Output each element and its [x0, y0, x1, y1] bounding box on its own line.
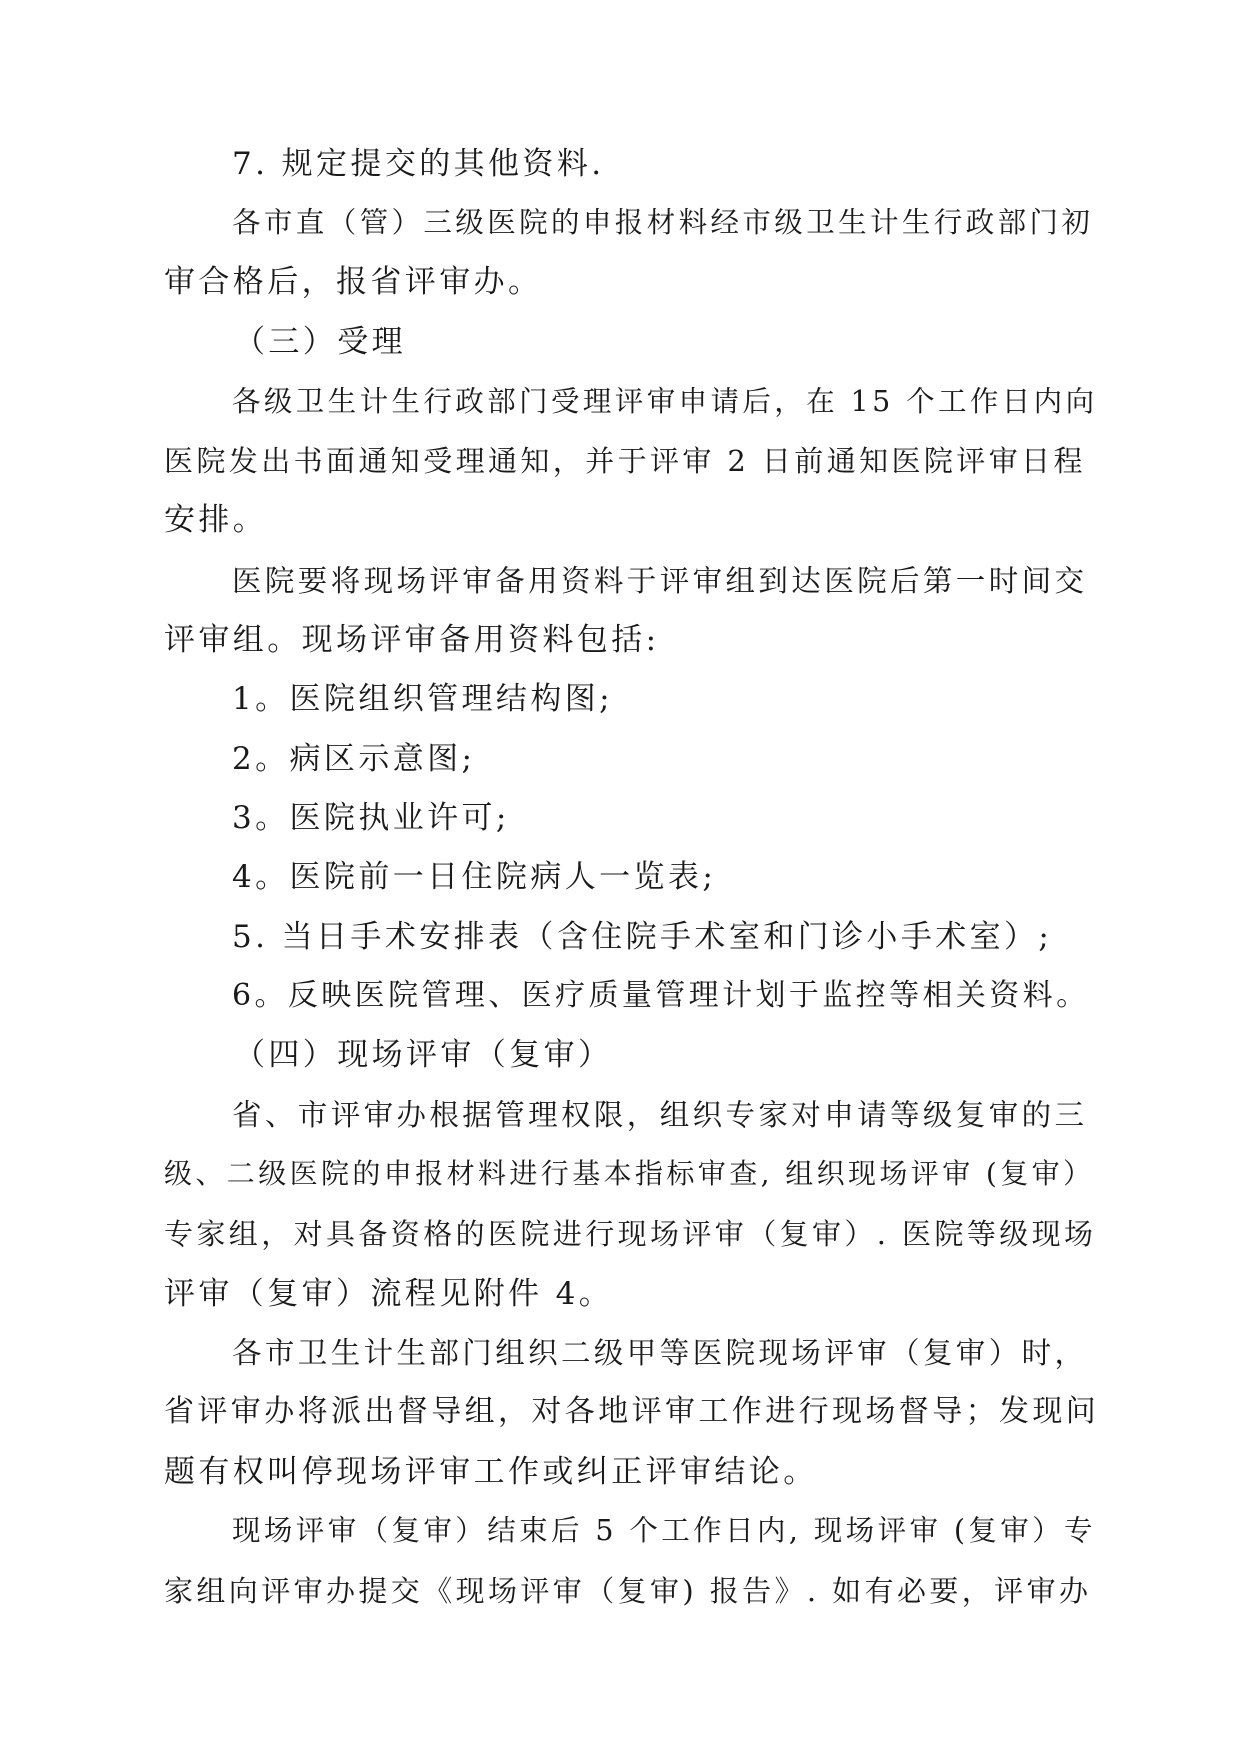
- paragraph-line: 安排。: [164, 502, 268, 538]
- list-item-1: 1。医院组织管理结构图;: [232, 681, 613, 717]
- list-item-5: 5. 当日手术安排表（含住院手术室和门诊小手术室）;: [232, 919, 1053, 955]
- paragraph-line: 各市直（管）三级医院的申报材料经市级卫生计生行政部门初: [232, 206, 1094, 239]
- list-item-6: 6。反映医院管理、医疗质量管理计划于监控等相关资料。: [232, 978, 1090, 1013]
- paragraph-line: 医院要将现场评审备用资料于评审组到达医院后第一时间交: [232, 564, 1088, 598]
- list-item-3: 3。医院执业许可;: [232, 800, 510, 836]
- paragraph-line: 评审（复审）流程见附件 4。: [164, 1276, 614, 1312]
- paragraph-line: 医院发出书面通知受理通知，并于评审 2 日前通知医院评审日程: [164, 444, 1086, 478]
- paragraph-line: 各级卫生计生行政部门受理评审申请后，在 15 个工作日内向: [232, 385, 1098, 418]
- paragraph-line: 家组向评审办提交《现场评审（复审) 报告》. 如有必要，评审办: [164, 1574, 1092, 1608]
- paragraph-line: 现场评审（复审）结束后 5 个工作日内, 现场评审 (复审）专: [232, 1514, 1096, 1547]
- list-item-7: 7. 规定提交的其他资料.: [232, 146, 605, 182]
- paragraph-line: 专家组，对具备资格的医院进行现场评审（复审）. 医院等级现场: [164, 1217, 1097, 1251]
- paragraph-line: 级、二级医院的申报材料进行基本指标审查, 组织现场评审 (复审）: [164, 1157, 1095, 1190]
- paragraph-line: 评审组。现场评审备用资料包括:: [164, 622, 660, 658]
- paragraph-line: 省、市评审办根据管理权限，组织专家对申请等级复审的三: [232, 1098, 1088, 1132]
- paragraph-line: 审合格后，报省评审办。: [164, 264, 543, 300]
- section-heading-3: （三）受理: [234, 324, 406, 360]
- section-heading-4: （四）现场评审（复审）: [234, 1037, 613, 1073]
- paragraph-line: 各市卫生计生部门组织二级甲等医院现场评审（复审）时，: [232, 1336, 1088, 1370]
- list-item-2: 2。病区示意图;: [232, 741, 476, 777]
- paragraph-line: 省评审办将派出督导组，对各地评审工作进行现场督导；发现问: [164, 1394, 1100, 1429]
- list-item-4: 4。医院前一日住院病人一览表;: [232, 859, 717, 895]
- paragraph-line: 题有权叫停现场评审工作或纠正评审结论。: [164, 1454, 818, 1490]
